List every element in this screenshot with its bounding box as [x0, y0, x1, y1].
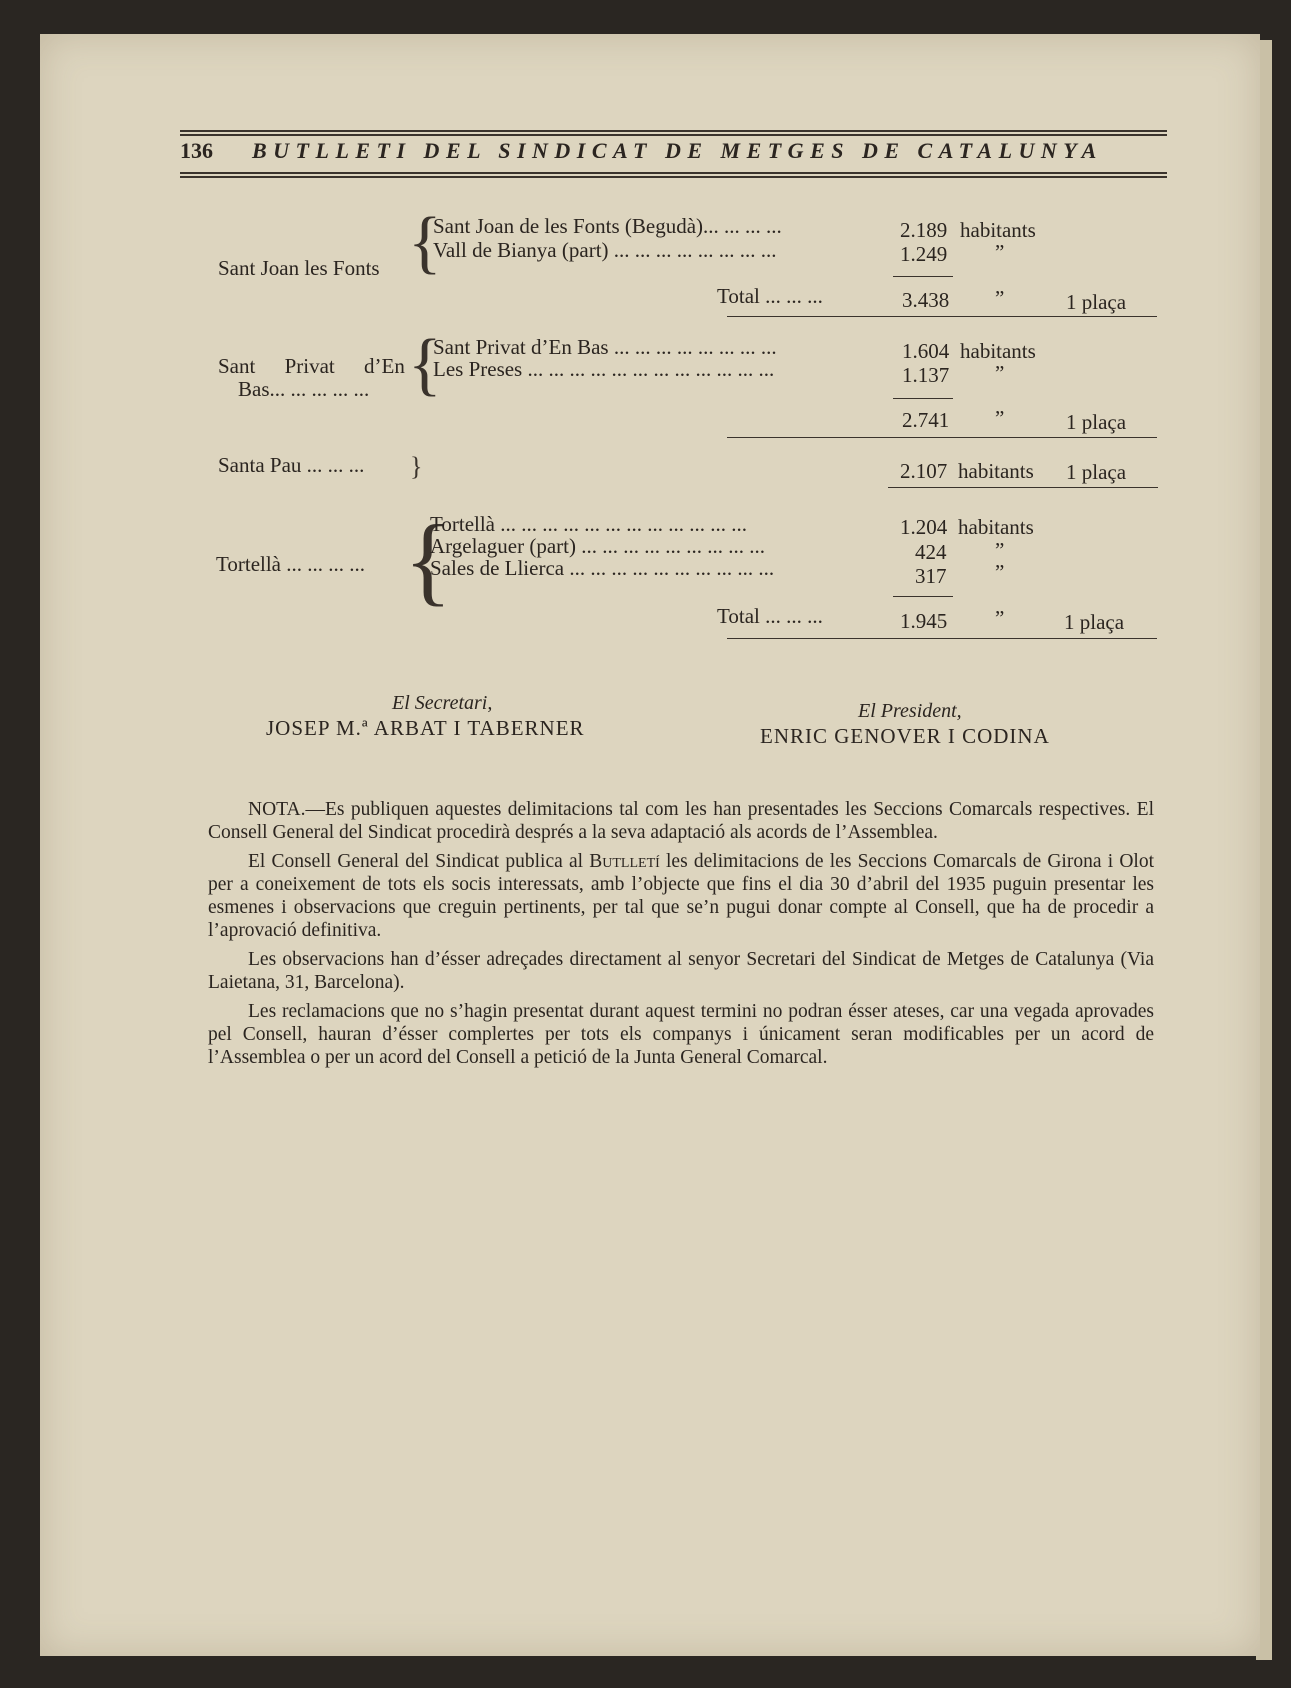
total-value: 2.741: [902, 408, 950, 432]
section-name-cont: Bas... ... ... ... ...: [238, 377, 370, 401]
note-paragraph: [208, 850, 1154, 942]
place-name: Sant Joan de les Fonts (Begudà)... ... ... ...: [433, 214, 782, 238]
note-paragraph: Les observacions han d’ésser adreçades directament al senyor Secretari del Sindicat de Metges de Catalunya (Via Laietana, 31, Barcelona).: [208, 949, 1154, 993]
unit: habitants: [960, 218, 1036, 242]
place-name: Sant Privat d’En Bas ... ... ... ... ... ... ... ...: [433, 335, 777, 359]
total-value: 1.945: [900, 609, 948, 633]
unit: ”: [995, 538, 1005, 562]
place-name: Tortellà ... ... ... ... ... ... ... ... ... ... ... ...: [430, 512, 747, 536]
total-rule: [727, 437, 1157, 438]
section-name: Tortellà ... ... ... ...: [216, 552, 365, 576]
header-rule-bottom: [180, 172, 1167, 174]
unit: habitants: [958, 515, 1034, 539]
secretary-name: JOSEP M.ª ARBAT I TABERNER: [266, 716, 585, 740]
population: 1.204: [900, 515, 948, 539]
unit: ”: [995, 560, 1005, 584]
sum-rule: [893, 596, 953, 597]
population: 2.189: [900, 218, 948, 242]
population: 1.604: [902, 339, 950, 363]
brace-icon: {: [408, 326, 442, 403]
population: 317: [915, 564, 947, 588]
total-value: 3.438: [902, 288, 950, 312]
journal-title: BUTLLETI DEL SINDICAT DE METGES DE CATALUNYA: [252, 138, 1103, 163]
place-name: Sales de Llierca ... ... ... ... ... ... ... ... ... ...: [430, 556, 775, 580]
section-name: Sant Privat d’En: [218, 354, 405, 378]
president-name: ENRIC GENOVER I CODINA: [760, 724, 1050, 748]
population: 424: [915, 540, 947, 564]
population: 1.137: [902, 363, 950, 387]
places-count: 1 plaça: [1066, 460, 1127, 484]
unit: habitants: [960, 339, 1036, 363]
note-text: les delimitacions de les Seccions Comarcals de Girona i Olot per a coneixement de tots els socis interessats, amb l’objecte que fins el dia 30 d’abril del 1935 puguin presentar les esmenes i observacions que creguin pertinents, per tal que se’n pugui donar compte al Consell, que ha de procedir a l’aprovació definitiva.: [208, 851, 1154, 941]
brace-icon: {: [408, 204, 442, 281]
place-name: Argelaguer (part) ... ... ... ... ... ... ... ... ...: [430, 534, 765, 558]
sum-rule: [893, 276, 953, 277]
unit: ”: [995, 286, 1005, 310]
unit: ”: [995, 406, 1005, 430]
header-rule-top: [180, 130, 1167, 132]
brace-icon: {: [404, 504, 452, 615]
running-header: [180, 138, 1167, 168]
unit: habitants: [958, 459, 1034, 483]
header-rule-top-2: [180, 134, 1167, 136]
president-role: El President,: [858, 700, 962, 722]
places-count: 1 plaça: [1066, 410, 1127, 434]
notes-block: [208, 798, 1154, 1075]
total-label: Total ... ... ...: [717, 284, 823, 308]
section-name: Santa Pau ... ... ...: [218, 453, 365, 477]
population: 1.249: [900, 242, 948, 266]
place-name: Vall de Bianya (part) ... ... ... ... ... ... ... ...: [433, 238, 777, 262]
total-rule: [888, 487, 1158, 488]
unit: ”: [995, 606, 1005, 630]
section-name: Sant Joan les Fonts: [218, 256, 380, 280]
unit: ”: [995, 361, 1005, 385]
secretary-role: El Secretari,: [392, 692, 493, 714]
places-count: 1 plaça: [1066, 290, 1127, 314]
page-number: 136: [180, 138, 213, 163]
note-paragraph: NOTA.—Es publiquen aquestes delimitacions tal com les han presentades les Seccions Comarcals respectives. El Consell General del Sindicat procedirà després a la seva adaptació als acords de l’Assemblea.: [208, 799, 1154, 843]
places-count: 1 plaça: [1064, 610, 1125, 634]
note-paragraph: Les reclamacions que no s’hagin presentat durant aquest termini no podran ésser ateses, car una vegada aprovades pel Consell, hauran d’ésser complertes per tots els companys i únicament seran modificables per un acord de l’Assemblea o per un acord del Consell a petició de la Junta General Comarcal.: [208, 1001, 1154, 1068]
unit: ”: [995, 240, 1005, 264]
population: 2.107: [900, 459, 948, 483]
total-rule: [727, 638, 1157, 639]
brace-icon: }: [410, 452, 423, 481]
journal-name: Butlletí: [589, 851, 660, 872]
total-label: Total ... ... ...: [717, 604, 823, 628]
sum-rule: [893, 398, 953, 399]
place-name: Les Preses ... ... ... ... ... ... ... ... ... ... ... ...: [433, 357, 775, 381]
total-rule: [727, 316, 1157, 317]
binding-gutter: [1256, 0, 1291, 1688]
note-text: El Consell General del Sindicat publica al: [248, 851, 590, 872]
header-rule-bottom-2: [180, 176, 1167, 178]
